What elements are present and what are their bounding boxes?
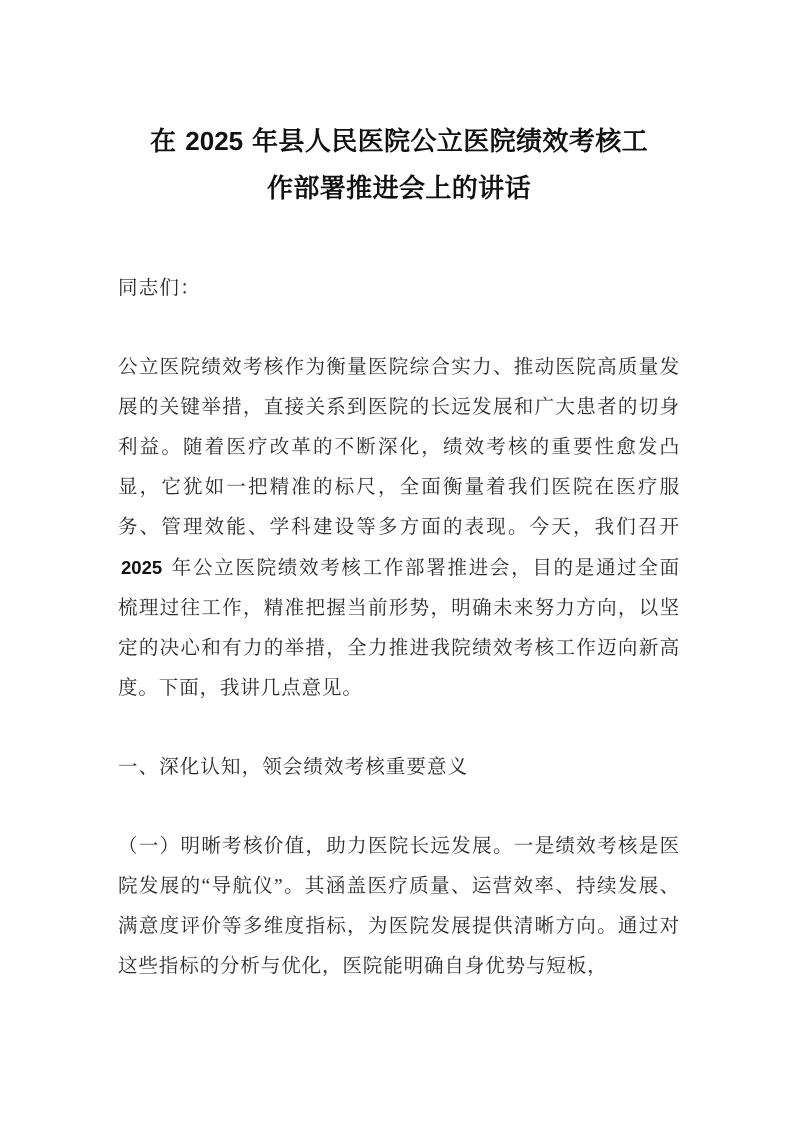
title-prefix: 在 [149, 127, 184, 156]
title-line-2: 作部署推进会上的讲话 [266, 174, 531, 203]
paragraph-intro-part-b: 年公立医院绩效考核工作部署推进会，目的是通过全面梳理过往工作，精准把握当前形势，明确未来努力方向，以坚定的决心和有力的举措，全力推进我院绩效考核工作迈向新高度。下面，我讲几点意见。 [118, 558, 680, 699]
page-title [118, 0, 680, 212]
paragraph-intro-year: 2025 [121, 557, 163, 578]
section-heading-1: 一、深化认知，领会绩效考核重要意义 [118, 757, 469, 778]
paragraph-intro [118, 348, 680, 709]
paragraph-intro-part-a: 公立医院绩效考核作为衡量医院综合实力、推动医院高质量发展的关键举措，直接关系到医院的长远发展和广大患者的切身利益。随着医疗改革的不断深化，绩效考核的重要性愈发凸显，它犹如一把精准的标尺，全面衡量着我们医院在医疗服务、管理效能、学科建设等多方面的表现。今天，我们召开 [118, 357, 680, 538]
title-year: 2025 [185, 126, 244, 156]
document-body [118, 269, 680, 987]
title-suffix: 年县人民医院公立医院绩效考核工 [245, 127, 649, 156]
title-line-1 [150, 127, 648, 156]
paragraph-subsection-1: （一）明晰考核价值，助力医院长远发展。一是绩效考核是医院发展的“导航仪”。其涵盖医疗质量、运营效率、持续发展、满意度评价等多维度指标，为医院发展提供清晰方向。通过对这些指标的分析与优化，医院能明确自身优势与短板， [118, 836, 680, 977]
salutation: 同志们： [118, 278, 201, 299]
